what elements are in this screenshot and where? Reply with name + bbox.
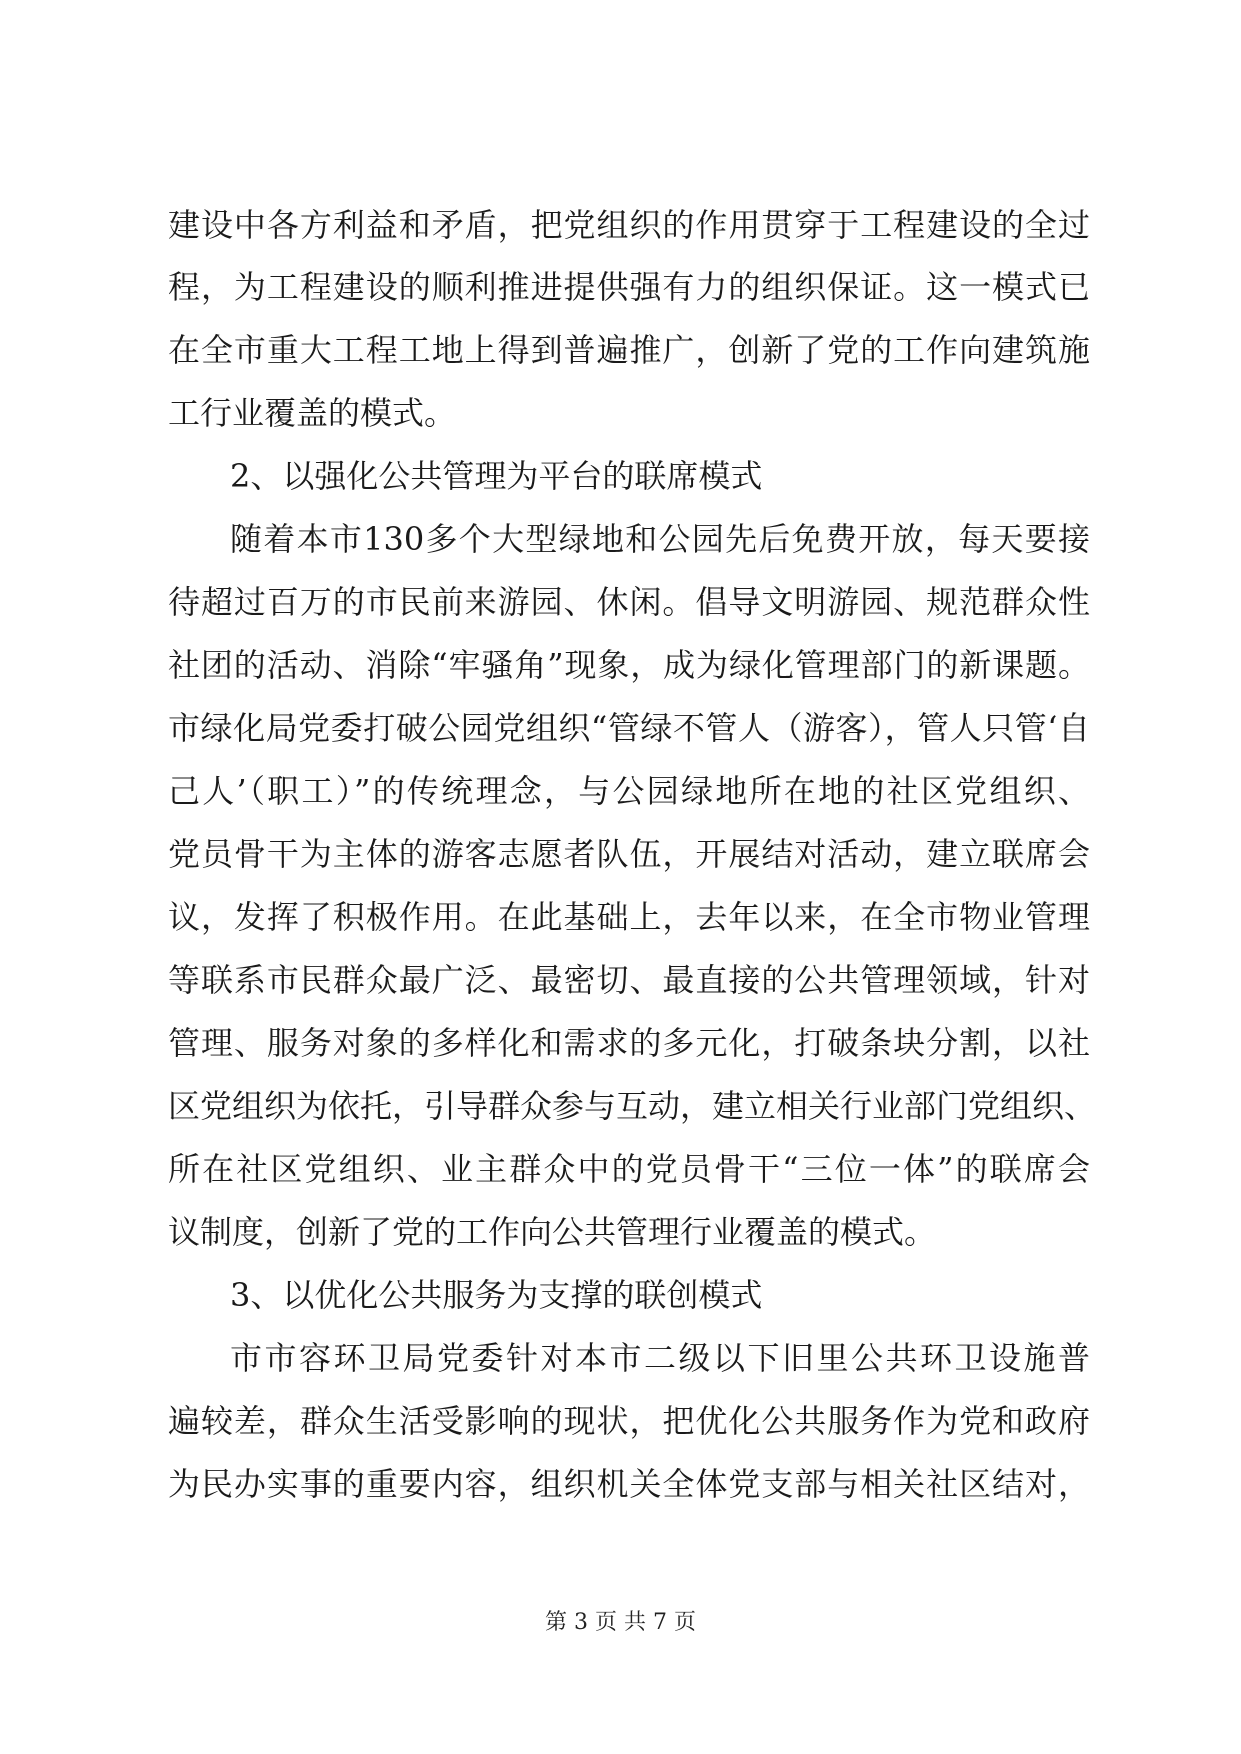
- text-line: 为民办实事的重要内容，组织机关全体党支部与相关社区结对，: [168, 1465, 1090, 1503]
- text-line: 社团的活动、消除“牢骚角”现象，成为绿化管理部门的新课题。: [168, 646, 1090, 684]
- text-line: 市市容环卫局党委针对本市二级以下旧里公共环卫设施普: [230, 1339, 1090, 1377]
- text-line: 管理、服务对象的多样化和需求的多元化，打破条块分割，以社: [168, 1024, 1090, 1062]
- text-line: 随着本市130多个大型绿地和公园先后免费开放，每天要接: [230, 520, 1090, 558]
- text-line: 党员骨干为主体的游客志愿者队伍，开展结对活动，建立联席会: [168, 835, 1090, 873]
- text-line: 市绿化局党委打破公园党组织“管绿不管人（游客），管人只管‘自: [168, 709, 1090, 747]
- page-number-footer: 第 3 页 共 7 页: [545, 1610, 696, 1635]
- text-line: 议，发挥了积极作用。在此基础上，去年以来，在全市物业管理: [168, 898, 1090, 936]
- text-line: 在全市重大工程工地上得到普遍推广，创新了党的工作向建筑施: [168, 331, 1090, 369]
- text-line: 区党组织为依托，引导群众参与互动，建立相关行业部门党组织、: [168, 1087, 1097, 1125]
- text-line: 所在社区党组织、业主群众中的党员骨干“三位一体”的联席会: [168, 1150, 1090, 1188]
- text-line: 遍较差，群众生活受影响的现状，把优化公共服务作为党和政府: [168, 1402, 1090, 1440]
- section-heading: 2、以强化公共管理为平台的联席模式: [230, 457, 763, 495]
- text-line: 建设中各方利益和矛盾，把党组织的作用贯穿于工程建设的全过: [168, 206, 1090, 244]
- text-line: 工行业覆盖的模式。: [168, 394, 457, 432]
- text-line: 己人’（职工）”的传统理念，与公园绿地所在地的社区党组织、: [168, 772, 1090, 810]
- text-line: 议制度，创新了党的工作向公共管理行业覆盖的模式。: [168, 1213, 937, 1251]
- section-heading: 3、以优化公共服务为支撑的联创模式: [230, 1276, 763, 1314]
- text-line: 待超过百万的市民前来游园、休闲。倡导文明游园、规范群众性: [168, 583, 1090, 621]
- text-line: 等联系市民群众最广泛、最密切、最直接的公共管理领域，针对: [168, 961, 1090, 999]
- text-line: 程，为工程建设的顺利推进提供强有力的组织保证。这一模式已: [168, 268, 1090, 306]
